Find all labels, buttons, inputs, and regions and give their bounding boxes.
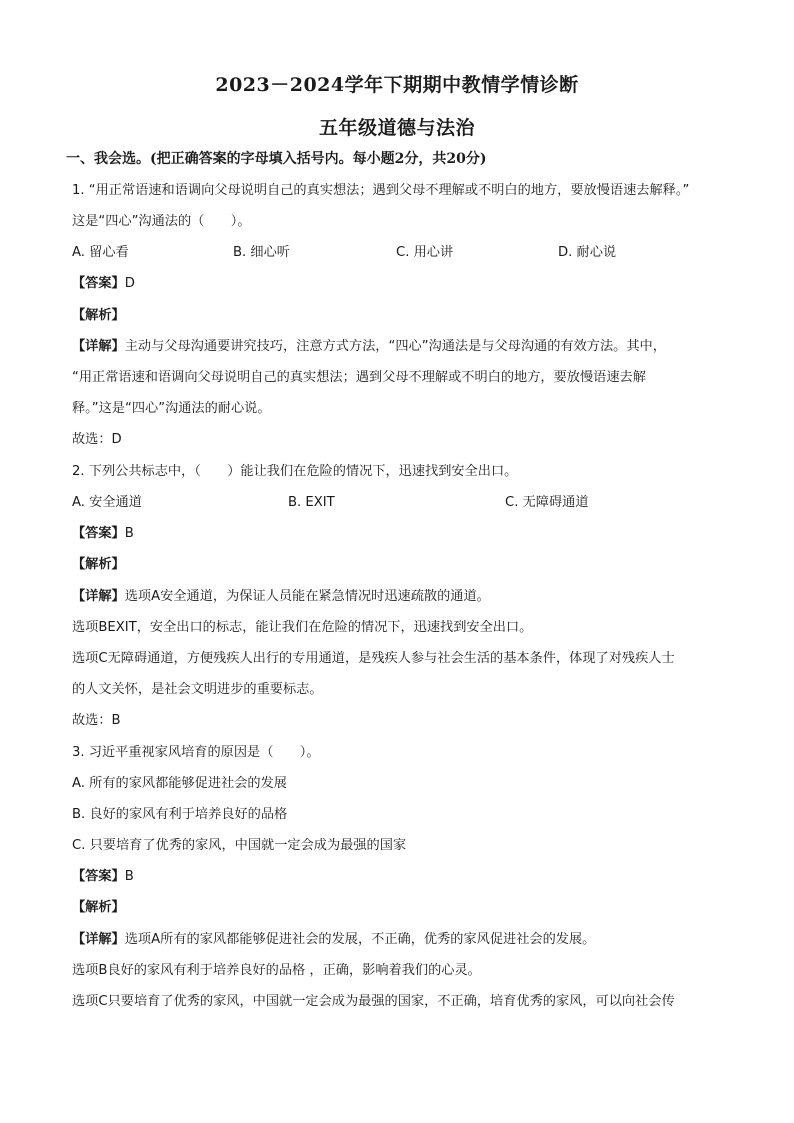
- q2-detail-line1: [72, 588, 490, 606]
- q1-detail-line2: “用正常语速和语调向父母说明自己的真实想法；遇到父母不理解或不明白的地方，要放慢语速去解: [72, 370, 646, 385]
- q1-option-c: C. 用心讲: [396, 245, 454, 260]
- q1-option-b: B. 细心听: [233, 245, 290, 260]
- answer-value: D: [124, 276, 135, 291]
- q2-answer: [72, 525, 134, 543]
- q3-analysis-tag: 【解析】: [72, 900, 125, 915]
- detail-tag: 【详解】: [72, 932, 125, 947]
- q3-detail-line1: [72, 931, 595, 949]
- q1-choice: 故选：D: [72, 432, 122, 447]
- q2-detail-line2: 选项BEXIT，安全出口的标志，能让我们在危险的情况下，迅速找到安全出口。: [72, 620, 533, 635]
- q1-stem-line1: 1. “用正常语速和语调向父母说明自己的真实想法；遇到父母不理解或不明白的地方，要放慢语速去解释。”: [72, 183, 690, 198]
- q3-option-a: A. 所有的家风都能够促进社会的发展: [72, 776, 287, 791]
- q3-stem: 3. 习近平重视家风培育的原因是（ ）。: [72, 745, 320, 760]
- q1-detail-line1: [72, 338, 666, 356]
- q2-detail-line3: 选项C无障碍通道，方便残疾人出行的专用通道，是残疾人参与社会生活的基本条件，体现了对残疾人士: [72, 651, 675, 666]
- q2-stem: 2. 下列公共标志中，（ ）能让我们在危险的情况下，迅速找到安全出口。: [72, 464, 518, 479]
- detail-tag: 【详解】: [72, 339, 125, 354]
- q1-analysis-tag: 【解析】: [72, 308, 125, 323]
- answer-value: B: [124, 869, 134, 884]
- q3-option-c: C. 只要培育了优秀的家风，中国就一定会成为最强的国家: [72, 838, 407, 853]
- exam-subject: 五年级道德与法治: [318, 117, 475, 139]
- answer-tag: 【答案】: [72, 869, 125, 884]
- q2-option-c: C. 无障碍通道: [505, 495, 589, 510]
- answer-tag: 【答案】: [72, 526, 125, 541]
- detail-text: 主动与父母沟通要讲究技巧，注意方式方法，“四心”沟通法是与父母沟通的有效方法。其中，: [124, 339, 666, 354]
- q2-detail-line4: 的人文关怀，是社会文明进步的重要标志。: [72, 682, 323, 697]
- detail-text: 选项A所有的家风都能够促进社会的发展，不正确，优秀的家风促进社会的发展。: [124, 932, 596, 947]
- q2-option-a: A. 安全通道: [72, 495, 142, 510]
- q3-detail-line3: 选项C只要培育了优秀的家风，中国就一定会成为最强的国家，不正确，培育优秀的家风，可以向社会传: [72, 994, 675, 1009]
- q2-option-b: B. EXIT: [288, 495, 335, 510]
- detail-tag: 【详解】: [72, 589, 125, 604]
- q2-analysis-tag: 【解析】: [72, 557, 125, 572]
- detail-text: 选项A安全通道，为保证人员能在紧急情况时迅速疏散的通道。: [124, 589, 490, 604]
- q1-option-d: D. 耐心说: [558, 245, 617, 260]
- q3-answer: [72, 868, 134, 886]
- answer-value: B: [124, 526, 134, 541]
- q1-answer: [72, 275, 135, 293]
- section-heading: 一、我会选。(把正确答案的字母填入括号内。每小题2分，共20分): [66, 151, 487, 167]
- answer-tag: 【答案】: [72, 276, 125, 291]
- q1-detail-line3: 释。”这是“四心”沟通法的耐心说。: [72, 401, 271, 416]
- q3-option-b: B. 良好的家风有利于培养良好的品格: [72, 807, 288, 822]
- exam-title: 2023－2024学年下期期中教情学情诊断: [215, 74, 579, 96]
- q2-choice: 故选：B: [72, 713, 121, 728]
- q3-detail-line2: 选项B良好的家风有利于培养良好的品格 ，正确，影响着我们的心灵。: [72, 963, 481, 978]
- q1-stem-line2: 这是“四心”沟通法的（ ）。: [72, 214, 251, 229]
- q1-option-a: A. 留心看: [72, 245, 129, 260]
